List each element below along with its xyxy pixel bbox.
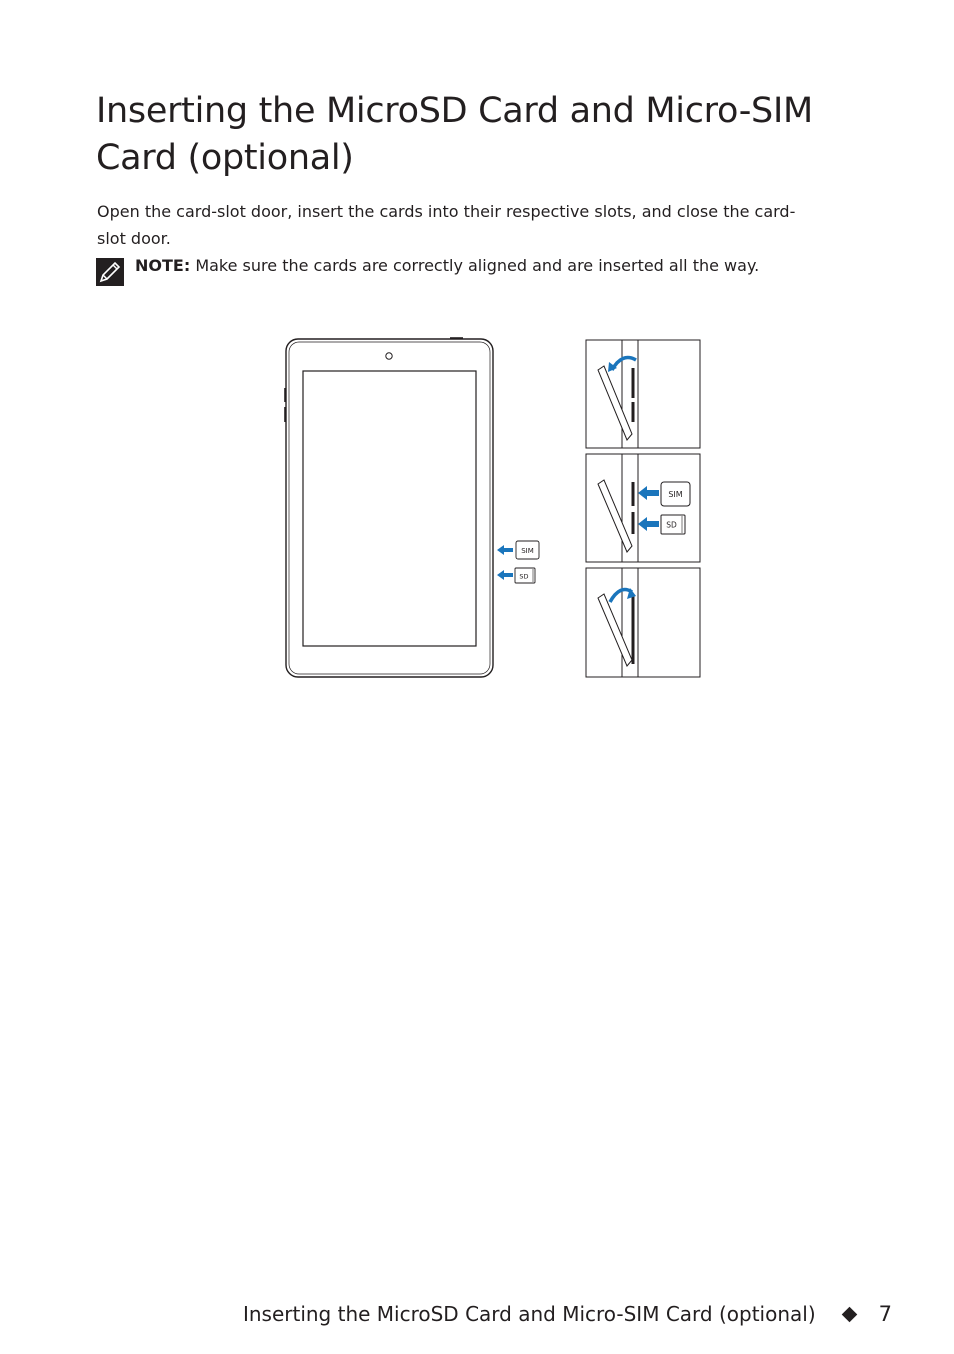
pencil-note-icon [96,258,124,286]
page-number: 7 [878,1302,892,1326]
sim-card-label: SIM [668,490,683,499]
panel-open-door [586,340,700,448]
footer-title: Inserting the MicroSD Card and Micro-SIM Card (optional) [242,1302,816,1326]
panel-insert-cards [586,454,700,562]
sim-arrow-icon [497,545,513,555]
note-body: Make sure the cards are correctly aligned and are inserted all the way. [190,256,760,275]
note-text [135,254,855,278]
panel-close-door [586,568,700,677]
tablet-illustration [285,338,493,677]
note-label: NOTE: [135,256,191,275]
diamond-icon [841,1306,857,1322]
sim-card-label: SIM [521,547,534,555]
tablet-card-arrows [497,541,539,583]
sd-card-label: SD [519,572,529,581]
card-insertion-illustration [280,332,710,684]
sd-card-label: SD [666,520,677,530]
page-title: Inserting the MicroSD Card and Micro-SIM Card (optional) [96,91,813,178]
page-footer [243,1298,892,1330]
intro-paragraph: Open the card-slot door, insert the cards into their respective slots, and close the card-slot door. [97,202,796,248]
sd-arrow-icon [497,570,513,580]
camera-icon [386,353,392,359]
